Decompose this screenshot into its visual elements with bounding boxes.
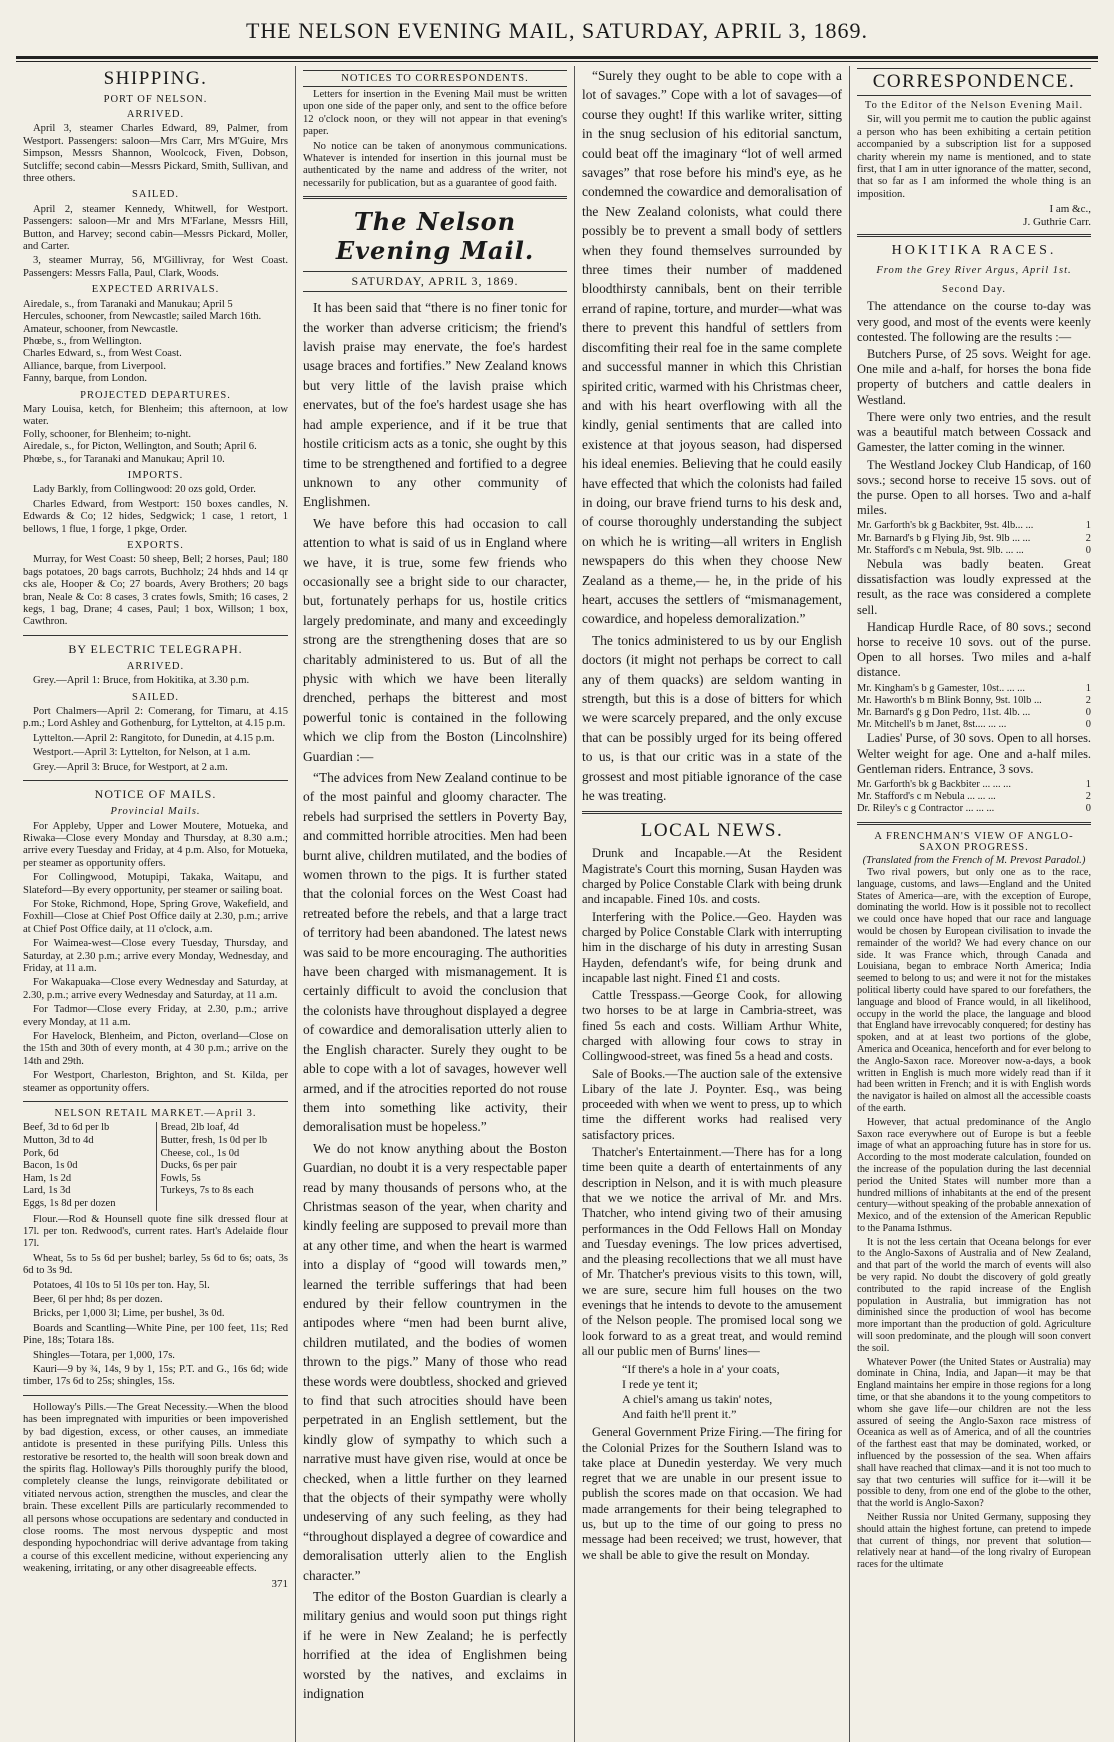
result-place: 1 bbox=[1085, 520, 1091, 532]
prize-firing-item: General Government Prize Firing.—The firing for the Colonial Prizes for the Southern Island was to take place at Dunedin yesterday. We very much regret that we are unable in our present issue to publish the scores made on that occasion. We had made arrangements for their being telegraphed to us, but up to the time of our going to press no message had been received; we trust, however, that we shall be able to give the result on Monday. bbox=[582, 1425, 842, 1562]
notices-heading: NOTICES TO CORRESPONDENTS. bbox=[303, 70, 567, 87]
mails-list-item: For Havelock, Blenheim, and Picton, overland—Close on the 15th and 30th of every month, at 4 30 p.m.; arrive on the 14th and 29th. bbox=[23, 1031, 288, 1067]
editorial-body-item: It has been said that “there is no finer tonic for the worker than adverse criticism; the friend's lavish praise may enervate, the foe's hardest usage braces and fortifies.” New Zealand knows but very little of the lavish praise which enervates, but of the foe's hardest usage she has had ample experience, and if it be true that hostile criticism acts as a tonic, she ought by this time to be strengthened and fortified to a degree unknown to any other community of Englishmen. bbox=[303, 300, 567, 510]
result-row bbox=[857, 707, 1091, 719]
column-1 bbox=[16, 66, 295, 1742]
market-section bbox=[23, 1108, 288, 1389]
local-news-list-item: Drunk and Incapable.—At the Resident Magistrate's Court this morning, Susan Hayden was charged by Police Constable Clark with being drunk and incapable. Fined 10s. and costs. bbox=[582, 846, 842, 907]
notices-section-item: Letters for insertion in the Evening Mail must be written upon one side of the paper only, and sent to the office before 12 o'clock noon, or they will not appear in that evening's paper. bbox=[303, 89, 567, 138]
frenchman-body bbox=[857, 867, 1091, 1571]
divider bbox=[23, 1395, 288, 1396]
advert-text: Holloway's Pills.—The Great Necessity.—When the blood has been impregnated with impurities or been impoverished by bad digestion, excess, or other causes, an immediate antidote is presented in these purifying Pills. Unless this restorative be resorted to, the health will soon break down and the spirits flag. Holloway's Pills thoroughly purify the blood, completely cleanse the lungs, reinvigorate debilitated or vitiated nervous action, strengthen the muscles, and clear the brain. These excellent Pills are particularly recommended to all persons whose occupations are sedentary and conducted in close rooms. The most nervous dyspeptic and most desponding hypochondriac will derive advantage from taking a course of this excellent medicine, without experiencing any weakening, irritating, or any other disagreeable effects. bbox=[23, 1401, 288, 1575]
butchers-note: There were only two entries, and the result was a beautiful match between Cossack and Gamester, the latter coming in the winner. bbox=[857, 409, 1091, 455]
editorial-body-item: “The advices from New Zealand continue to be of the most painful and gloomy character. The rebels had surprised the settlers in Poverty Bay, and committed horrible atrocities. Men had been burnt alive, children mutilated, and the bodies of women thrown to the pigs. It is further stated that the colonial forces on the West Coast had retreated before the rebels, and that a large tract of territory had been abandoned. The latest news was said to be more encouraging. The authorities have been charged with mismanagement. It is certainly difficult to avoid the conclusion that the colonists have throughout displayed a degree of cowardice and demoralisation utterly alien to the English character. Surely they ought to be able to cope with a lot of savages, however well armed, and if the atrocities reported do not rouse them into something like activity, their demoralisation must be hopeless.” bbox=[303, 770, 567, 1135]
westland-handicap: The Westland Jockey Club Handicap, of 160 sovs.; second horse to receive 15 sovs. out of the purse. Open to all horses. Two and a-half miles. bbox=[857, 457, 1091, 518]
result-place: 0 bbox=[1085, 803, 1091, 815]
market-left bbox=[23, 1122, 156, 1210]
divider bbox=[23, 635, 288, 636]
expected-label: EXPECTED ARRIVALS. bbox=[91, 284, 220, 296]
projected-list-item: Phœbe, s., for Taranaki and Manukau; April 10. bbox=[23, 453, 225, 465]
shipping-section bbox=[23, 109, 288, 629]
mails-list-item: For Collingwood, Motupipi, Takaka, Waitapu, and Slateford—By every opportunity, per steamer or sailing boat. bbox=[23, 872, 288, 896]
races-intro: The attendance on the course to-day was very good, and most of the events were keenly contested. The following are the results :— bbox=[857, 299, 1091, 344]
market-left-item: Eggs, 1s 8d per dozen bbox=[23, 1198, 116, 1209]
market-notes-item: Shingles—Totara, per 1,000, 17s. bbox=[33, 1349, 175, 1361]
market-right-item: Ducks, 6s per pair bbox=[160, 1160, 237, 1172]
arrived-list bbox=[23, 123, 288, 185]
mails-list-item: For Westport, Charleston, Brighton, and St. Kilda, per steamer as opportunity offers. bbox=[23, 1070, 288, 1094]
divider bbox=[23, 780, 288, 781]
races-section bbox=[857, 263, 1091, 816]
races-source: From the Grey River Argus, April 1st. bbox=[876, 265, 1072, 277]
result-horse: Mr. Barnard's b g Flying Jib, 9st. 9lb ... ... bbox=[857, 532, 1031, 544]
races-day: Second Day. bbox=[942, 284, 1006, 296]
exports-list-item: Murray, for West Coast: 50 sheep, Bell; 2 horses, Paul; 180 bags potatoes, 20 bags carrots, Buchholz; 24 hhds and 14 qr cks ale, Hooper & Co; 27 boards, Avery Brothers; 20 bags bran, Neale & Co: 8 cases, 3 crates fowls, Smith; 16 cases, 2 kegs, 1 bag, Drane; 4 cases, Paul; 1 box, Willson; 1 box, Cawthron. bbox=[23, 554, 288, 628]
result-place: 0 bbox=[1085, 719, 1091, 731]
local-news-list-item: Cattle Tresspass.—George Cook, for allowing two horses to be at large in Cambria-street, was fined 5s each and costs. William Arthur White, charged with allowing four cows to stray in Collingwood-street, was fined 5s a head and costs. bbox=[582, 988, 842, 1064]
correspondence-closing: I am &c., bbox=[1049, 203, 1091, 216]
editorial-body-item: The editor of the Boston Guardian is clearly a military genius and would soon put things right if he were in New Zealand; he is perfectly horrified at the idea of Englishmen being worsted by the natives, and exclaims in indignation bbox=[303, 1589, 567, 1702]
result-row bbox=[857, 695, 1091, 707]
imports-list bbox=[23, 484, 288, 536]
result-place: 2 bbox=[1085, 791, 1091, 803]
market-notes-item: Kauri—9 by ¾, 14s, 9 by 1, 15s; P.T. and G., 16s 6d; wide timber, 17s 6d to 25s; shingles, 15s. bbox=[23, 1364, 288, 1388]
result-row bbox=[857, 791, 1091, 803]
local-news-body bbox=[582, 846, 842, 1562]
hurdle-race: Handicap Hurdle Race, of 80 sovs.; second horse to receive 10 sovs. out of the purse. Open to all horses. Two miles and a-half distance. bbox=[857, 619, 1091, 680]
column-3 bbox=[574, 66, 849, 1742]
burns-verse-item: “If there's a hole in a' your coats, bbox=[622, 1362, 780, 1377]
correspondence-to: To the Editor of the Nelson Evening Mail. bbox=[864, 100, 1084, 111]
result-horse: Dr. Riley's c g Contractor ... ... ... bbox=[857, 803, 995, 815]
butchers-purse: Butchers Purse, of 25 sovs. Weight for age. One mile and a-half, for horses the bona fide property of butchers and cattle dealers in Westland. bbox=[857, 347, 1091, 407]
divider bbox=[23, 1101, 288, 1102]
projected-list bbox=[23, 404, 288, 466]
correspondence-heading: CORRESPONDENCE. bbox=[857, 68, 1091, 96]
telegraph-sailed-list-item: Lyttelton.—April 2: Rangitoto, for Dunedin, at 4.15 p.m. bbox=[33, 732, 275, 744]
frenchman-body-item: It is not the less certain that Oceana belongs for ever to the Anglo-Saxons of Australia and of New Zealand, and that part of the world the march of events will also be very rapid. No doubt the discovery of gold greatly contributed to the rapid increase of the English population in Australia, but immigration has not diminished since the production of wool has become more important than the production of gold. Agriculture will soon predominate, and the plough will soon convert the soil. bbox=[857, 1236, 1091, 1354]
westland-note: Nebula was badly beaten. Great dissatisfaction was loudly expressed at the result, as the race was considered a complete sell. bbox=[857, 556, 1091, 617]
market-left-item: Beef, 3d to 6d per lb bbox=[23, 1122, 110, 1134]
result-horse: Mr. Kingham's b g Gamester, 10st.. ... ... bbox=[857, 682, 1025, 694]
result-place: 2 bbox=[1085, 694, 1091, 706]
result-place: 1 bbox=[1085, 778, 1091, 790]
result-horse: Mr. Garforth's bk g Backbiter, 9st. 4lb... ... bbox=[857, 520, 1034, 532]
market-left-item: Pork, 6d bbox=[23, 1147, 59, 1159]
arrived-label: ARRIVED. bbox=[126, 109, 185, 120]
mails-section bbox=[23, 806, 288, 1095]
divider bbox=[582, 811, 842, 814]
telegraph-sailed-list bbox=[23, 706, 288, 774]
divider bbox=[857, 234, 1091, 237]
mails-list-item: For Tadmor—Close every Friday, at 2.30, p.m.; arrive every Monday, at 11 a.m. bbox=[23, 1004, 288, 1028]
local-news-list bbox=[582, 846, 842, 1359]
market-right bbox=[156, 1122, 289, 1210]
market-right-item: Turkeys, 7s to 8s each bbox=[160, 1185, 254, 1197]
column-4 bbox=[849, 66, 1098, 1742]
sailed-list-item: April 2, steamer Kennedy, Whitwell, for Westport. Passengers: saloon—Mr and Mrs M'Farlane, Messrs Hill, Button, and Harvey; second cabin—Messrs Pickard, Moller, and Carter. bbox=[23, 203, 288, 253]
result-horse: Mr. Haworth's b m Blink Bonny, 9st. 10lb ... bbox=[857, 694, 1042, 706]
editorial-body bbox=[303, 298, 567, 1703]
burns-verse-item: A chiel's amang us takin' notes, bbox=[622, 1392, 773, 1407]
burns-verse-item: I rede ye tent it; bbox=[622, 1377, 698, 1392]
projected-label: PROJECTED DEPARTURES. bbox=[80, 389, 231, 401]
frenchman-body-item: Two rival powers, but only one as to the race, language, customs, and laws—England and the United States of America—are, with the exception of Europe, dominating the world. How is it possible not to recollect we could once have hoped that our race and language would be chosen by European civilisation to invade the remainder of the world? We had every chance on our side. It was France which, through Canada and Louisiana, began to embrace North America; India seemed to belong to us; and were it not for the mistakes political liberty could have spared to our forefathers, the language and blood of France would, in all likelihood, occupy in the world the place, the language and blood that England have irrevocably conquered; for destiny has spoken, and at at least two portions of the globe, America and Oceanica, henceforth and for ever belong to the Anglo-Saxon race. Moreover now-a-days, a book written in English is much more widely read than if it had been written in French; and it is with English words the navigator is hailed on almost all the accessible coasts of the earth. bbox=[857, 866, 1091, 1114]
imports-list-item: Charles Edward, from Westport: 150 boxes candles, N. Edwards & Co; 12 hides, Sedgwick; 1 case, 1 retort, 1 bellows, 1 flue, 1 forge, 1 pkge, Order. bbox=[23, 498, 288, 535]
editorial-body-item: We have before this had occasion to call attention to what is said of us in England where we have, it is true, some few friends who occasionally see a bright side to our character, but, fortunately perhaps for us, hostile critics largely predominate, and many and exceedingly strong are the strengthening doses that are so charitably administered to us. But of all the physic with which we have been literally drenched, perhaps the bitterest and most powerful tonic is contained in the following which we clip from the Boston (Lincolnshire) Guardian :— bbox=[303, 515, 567, 764]
telegraph-arrived-label: ARRIVED. bbox=[126, 660, 185, 672]
telegraph-sailed-list-item: Port Chalmers—April 2: Comerang, for Timaru, at 4.15 p.m.; Lord Ashley and Gothenburg, for Lyttelton, at 4.15 p.m. bbox=[23, 706, 288, 730]
correspondence-body: Sir, will you permit me to caution the public against a person who has been exhibiting a certain petition accompanied by a subscription list for a supposed charity wherein my name is mentioned, and to state first, that I am in utter ignorance of the matter, second, that so far as I am informed the whole thing is an imposition. bbox=[857, 114, 1091, 200]
market-table bbox=[23, 1122, 288, 1210]
correspondence-section bbox=[857, 100, 1091, 228]
telegraph-heading: BY ELECTRIC TELEGRAPH. bbox=[68, 641, 243, 656]
local-news-heading: LOCAL NEWS. bbox=[640, 820, 784, 842]
expected-list-item: Charles Edward, s., from West Coast. bbox=[23, 348, 182, 360]
imports-label: IMPORTS. bbox=[127, 469, 184, 481]
ladies-results bbox=[857, 779, 1091, 816]
result-horse: Mr. Stafford's c m Nebula, 9st. 9lb. ... ... bbox=[857, 544, 1024, 556]
advert-holloway bbox=[23, 1402, 288, 1590]
frenchman-body-item: Whatever Power (the United States or Australia) may dominate in China, India, and Japan—it may be that England maintains her empire in those regions for a long time, or that she abandons it to the young competitors to whom she gave life—our children are not the less assured of seeing the Anglo-Saxon race mistress of Oceanica as well as of America, and of all the countries of the farthest east that may be dominated, worked, or influenced by the possession of the sea. When affairs shall have reached that climax—and it is not too much to say that two centuries will suffice for it—will it be possible to deny, from one end of the globe to the other, that the world is Anglo-Saxon? bbox=[857, 1356, 1091, 1510]
telegraph-sailed-list-item: Westport.—April 3: Lyttelton, for Nelson, at 1 a.m. bbox=[33, 747, 251, 759]
projected-list-item: Airedale, s., for Picton, Wellington, and South; April 6. bbox=[23, 441, 257, 453]
burns-verse bbox=[622, 1362, 842, 1422]
mails-list-item: For Wakapuaka—Close every Wednesday and Saturday, at 2.30, p.m.; arrive every Wednesday and Saturday, at 11 a.m. bbox=[23, 977, 288, 1001]
expected-list-item: Alliance, barque, from Liverpool. bbox=[23, 360, 166, 372]
sailed-list-item: 3, steamer Murray, 56, M'Gillivray, for West Coast. Passengers: Messrs Falla, Paul, Clark, Woods. bbox=[23, 255, 288, 279]
editorial-body-item: We do not know anything about the Boston Guardian, no doubt it is a very respectable paper read by many thousands of persons who, at the Christmas season of the year, when charity and kindly feeling are supposed to prevail more than at any other time, and when the heart is warmed into a display of “good will towards men,” learned the terrible sufferings that had been endured by their fellow countrymen in the antipodes where “men had been burnt alive, children mutilated, and the bodies of women thrown to the pigs.” Many of those who read these words were doubtless, shocked and grieved to find that such atrocities should have been perpetrated in an English settlement, but the kindly glow of sympathy to which such a narrative must have given rise, would at once be checked, when a little further on they learned that the objects of their sympathy were wholly undeserving of any such feeling, as they had “throughout displayed a degree of cowardice and demoralisation utterly alien to the English character.” bbox=[303, 1140, 567, 1583]
editorial-date: SATURDAY, APRIL 3, 1869. bbox=[303, 271, 567, 292]
columns bbox=[16, 66, 1098, 1742]
expected-list-item: Phœbe, s., from Wellington. bbox=[23, 335, 142, 347]
telegraph-arrived-list bbox=[23, 675, 288, 687]
divider bbox=[303, 196, 567, 199]
market-right-item: Fowls, 5s bbox=[160, 1172, 201, 1184]
editorial-continued-item: “Surely they ought to be able to cope with a lot of savages.” Cope with a lot of savages—of course they ought! If this warlike writer, sitting in the snug seclusion of his editorial sanctum, could beat off the imaginary “lot of well armed savages” that rose before his mind's eye, as he condemned the cowardice and demoralisation of the New Zealand colonists, what could there possibly be to prevent a small body of settlers when they found themselves surrounded by three times their number of maddened bloodthirsty cannibals, bent on their terrible errand of rapine, torture, and murder—what was there to prevent this handful of settlers from discomfiting their real foe in the same complete and successful manner in which this Christian spirited critic, warmed with his Christmas cheer, and with his heart overflowing with all the kindly, genial sentiments that are called into existence at that joyous season, had dispersed his ideal enemies. Believing that he could easily have effected that which the colonists had failed in doing, our brave friend turns to his desk and, of course thoroughly understanding the subject on which he is writing—all writers in English newspapers do this when they choose New Zealand as a theme,— he, in the pride of his heart, accuses the settlers of “mismanagement, cowardice, and hopeless demoralization.” bbox=[582, 68, 842, 627]
result-row bbox=[857, 545, 1091, 557]
projected-list-item: Mary Louisa, ketch, for Blenheim; this afternoon, at low water. bbox=[23, 403, 288, 428]
result-row bbox=[857, 683, 1091, 695]
advert-number: 371 bbox=[271, 1577, 288, 1590]
result-horse: Mr. Stafford's c m Nebula ... ... ... bbox=[857, 791, 996, 803]
market-left-item: Bacon, 1s 0d bbox=[23, 1160, 78, 1172]
correspondence-signature: J. Guthrie Carr. bbox=[1023, 215, 1091, 228]
result-row bbox=[857, 520, 1091, 532]
editorial-title: The Nelson Evening Mail. bbox=[335, 207, 535, 266]
market-notes-item: Flour.—Rod & Hounsell quote fine silk dressed flour at 17l. per ton. Redwood's, current rates. Hart's Adelaide flour 17l. bbox=[23, 1213, 288, 1250]
exports-label: EXPORTS. bbox=[127, 540, 184, 551]
result-place: 2 bbox=[1085, 532, 1091, 544]
races-heading: HOKITIKA RACES. bbox=[891, 243, 1057, 259]
expected-list-item: Hercules, schooner, from Newcastle; sailed March 16th. bbox=[23, 311, 262, 323]
result-row bbox=[857, 803, 1091, 815]
port-heading: PORT OF NELSON. bbox=[103, 94, 208, 105]
local-news-list-item: Interfering with the Police.—Geo. Hayden was charged by Police Constable Clark with interrupting him in the discharge of his duty in arresting Susan Hayden, defendant's wife, for being drunk and incapable last night. Fined £1 and costs. bbox=[582, 909, 842, 985]
editorial-continued-item: The tonics administered to us by our English doctors (it might not perhaps be correct to call any of them quacks) are seldom wanting in strength, but this is a dose of bitters for which we were scarcely prepared, and the only excuse that can be possibly urged for its being offered to us, is that our critic was in a state of the grossest and most pitiable ignorance of the case he was treating. bbox=[582, 632, 842, 804]
market-notes-item: Beer, 6l per hhd; 8s per dozen. bbox=[33, 1294, 163, 1306]
frenchman-body-item: However, that actual predominance of the Anglo Saxon race everywhere out of Europe is but a feeble image of what an approaching future has in store for us. According to the most moderate calculation, founded on the increase of the population during the last decennial period the United States will number more than a hundred millions of inhabitants at the end of the present century—without speaking of the probable annexation of Mexico, and of the extension of the American Republic to the Panama Isthmus. bbox=[857, 1116, 1091, 1234]
result-horse: Mr. Mitchell's b m Janet, 8st.... ... ... bbox=[857, 719, 1007, 731]
result-row bbox=[857, 533, 1091, 545]
expected-list bbox=[23, 299, 288, 386]
market-left-item: Ham, 1s 2d bbox=[23, 1172, 72, 1184]
mails-list-item: For Stoke, Richmond, Hope, Spring Grove, Wakefield, and Foxhill—Close at Chief Post Office daily at 2.30, p.m.; arrive at Chief Post Office daily, at 11 o'clock, a.m. bbox=[23, 898, 288, 935]
result-place: 0 bbox=[1085, 706, 1091, 718]
projected-list-item: Folly, schooner, for Blenheim; to-night. bbox=[23, 428, 192, 440]
result-row bbox=[857, 779, 1091, 791]
telegraph-arrived-list-item: Grey.—April 1: Bruce, from Hokitika, at 3.30 p.m. bbox=[33, 675, 250, 687]
result-horse: Mr. Barnard's g g Don Pedro, 11st. 4lb. ... bbox=[857, 706, 1031, 718]
mails-list bbox=[23, 821, 288, 1096]
burns-verse-item: And faith he'll prent it.” bbox=[622, 1407, 737, 1422]
frenchman-translated: (Translated from the French of M. Prevost Paradol.) bbox=[862, 854, 1086, 866]
masthead: THE NELSON EVENING MAIL, SATURDAY, APRIL 3, 1869. bbox=[245, 18, 869, 43]
divider bbox=[857, 822, 1091, 825]
result-place: 0 bbox=[1085, 544, 1091, 556]
mails-subheading: Provincial Mails. bbox=[110, 806, 201, 818]
shipping-heading: SHIPPING. bbox=[103, 68, 208, 89]
imports-list-item: Lady Barkly, from Collingwood: 20 ozs gold, Order. bbox=[33, 484, 256, 496]
market-right-item: Bread, 2lb loaf, 4d bbox=[160, 1122, 239, 1134]
market-left-item: Lard, 1s 3d bbox=[23, 1185, 71, 1197]
market-right-item: Cheese, col., 1s 0d bbox=[160, 1147, 240, 1159]
market-left-item: Mutton, 3d to 4d bbox=[23, 1135, 94, 1147]
market-right-item: Butter, fresh, 1s 0d per lb bbox=[160, 1135, 268, 1147]
market-heading: NELSON RETAIL MARKET.—April 3. bbox=[54, 1108, 257, 1120]
column-2 bbox=[295, 66, 574, 1742]
sailed-list bbox=[23, 204, 288, 280]
arrived-list-item: April 3, steamer Charles Edward, 89, Palmer, from Westport. Passengers: saloon—Mrs Carr, Mrs M'Guire, Mrs Simpson, Messrs Shannon, Woolcock, Fiven, Dobson, Sutcliffe; second cabin—Messrs Pickard, Smith, Sullivan, and three others. bbox=[23, 123, 288, 185]
telegraph-sailed-list-item: Grey.—April 3: Bruce, for Westport, at 2 a.m. bbox=[33, 761, 228, 773]
expected-list-item: Amateur, schooner, from Newcastle. bbox=[23, 323, 179, 335]
mails-heading: NOTICE OF MAILS. bbox=[94, 787, 217, 802]
masthead-rule bbox=[16, 56, 1098, 62]
westland-results bbox=[857, 520, 1091, 557]
notices-section bbox=[303, 89, 567, 190]
market-notes bbox=[23, 1214, 288, 1389]
market-notes-item: Boards and Scantling—White Pine, per 100 feet, 11s; Red Pine, 18s; Totara 18s. bbox=[23, 1322, 288, 1347]
frenchman-body-item: Neither Russia nor United Germany, supposing they should attain the highest fortune, can pretend to impede that current of things, nor prevent that solution—relatively near at hand—of the long rivalry of European races for the ultimate bbox=[857, 1512, 1091, 1571]
notices-section-item: No notice can be taken of anonymous communications. Whatever is intended for insertion in this journal must be authenticated by the name and address of the writer, not necessarily for publication, but as a guarantee of good faith. bbox=[303, 140, 567, 189]
local-news-list-item: Sale of Books.—The auction sale of the extensive Libary of the late J. Poynter. Esq., was being proceeded with when we went to press, up to which time the different works had realised very satisfactory prices. bbox=[582, 1066, 842, 1142]
mails-list-item: For Waimea-west—Close every Tuesday, Thursday, and Saturday, at 2.30 p.m.; arrive every Monday, Wednesday, and Friday, at 11 a.m. bbox=[23, 938, 288, 974]
telegraph-sailed-label: SAILED. bbox=[132, 691, 179, 703]
telegraph-section bbox=[23, 661, 288, 774]
local-news-list-item: Thatcher's Entertainment.—There has for a long time been quite a dearth of entertainments of any description in Nelson, and it is with much pleasure that we we notice the arrival of Mr. and Mrs. Thatcher, who intend giving two of their amusing performances in the Odd Fellows Hall on Monday and Tuesday evenings. The low prices advertised, and the pleasing recollections that we all must have of Mr. Thatcher's previous visits to this town, will, we are sure, secure him full houses on the two evenings that he intends to devote to the amusement of the Nelson people. The promised local song we look forward to as a great treat, and would remind all our public men of Burns' lines— bbox=[582, 1145, 842, 1358]
exports-list bbox=[23, 554, 288, 628]
hurdle-results bbox=[857, 683, 1091, 732]
ladies-purse: Ladies' Purse, of 30 sovs. Open to all horses. Welter weight for age. One and a-half miles. Gentleman riders. Entrance, 3 sovs. bbox=[857, 731, 1091, 776]
mails-list-item: For Appleby, Upper and Lower Moutere, Motueka, and Riwaka—Close every Monday and Thursday, at 8.30 a.m.; arrive every Tuesday and Friday, at 4 p.m. Also, for Motueka, per steamer as opportunity offers. bbox=[23, 820, 288, 869]
sailed-label: SAILED. bbox=[132, 189, 179, 201]
market-notes-item: Potatoes, 4l 10s to 5l 10s per ton. Hay, 5l. bbox=[33, 1279, 210, 1291]
result-place: 1 bbox=[1085, 682, 1091, 694]
market-notes-item: Bricks, per 1,000 3l; Lime, per bushel, 3s 0d. bbox=[33, 1308, 225, 1320]
frenchman-heading: A FRENCHMAN'S VIEW OF ANGLO-SAXON PROGRESS. bbox=[874, 830, 1074, 853]
expected-list-item: Fanny, barque, from London. bbox=[23, 373, 148, 385]
market-notes-item: Wheat, 5s to 5s 6d per bushel; barley, 5s 6d to 6s; oats, 3s 6d to 3s 9d. bbox=[23, 1252, 288, 1277]
result-horse: Mr. Garforth's bk g Backbiter ... ... ... bbox=[857, 778, 1011, 790]
expected-list-item: Airedale, s., from Taranaki and Manukau; April 5 bbox=[23, 298, 233, 310]
editorial-continued bbox=[582, 66, 842, 805]
result-row bbox=[857, 719, 1091, 731]
